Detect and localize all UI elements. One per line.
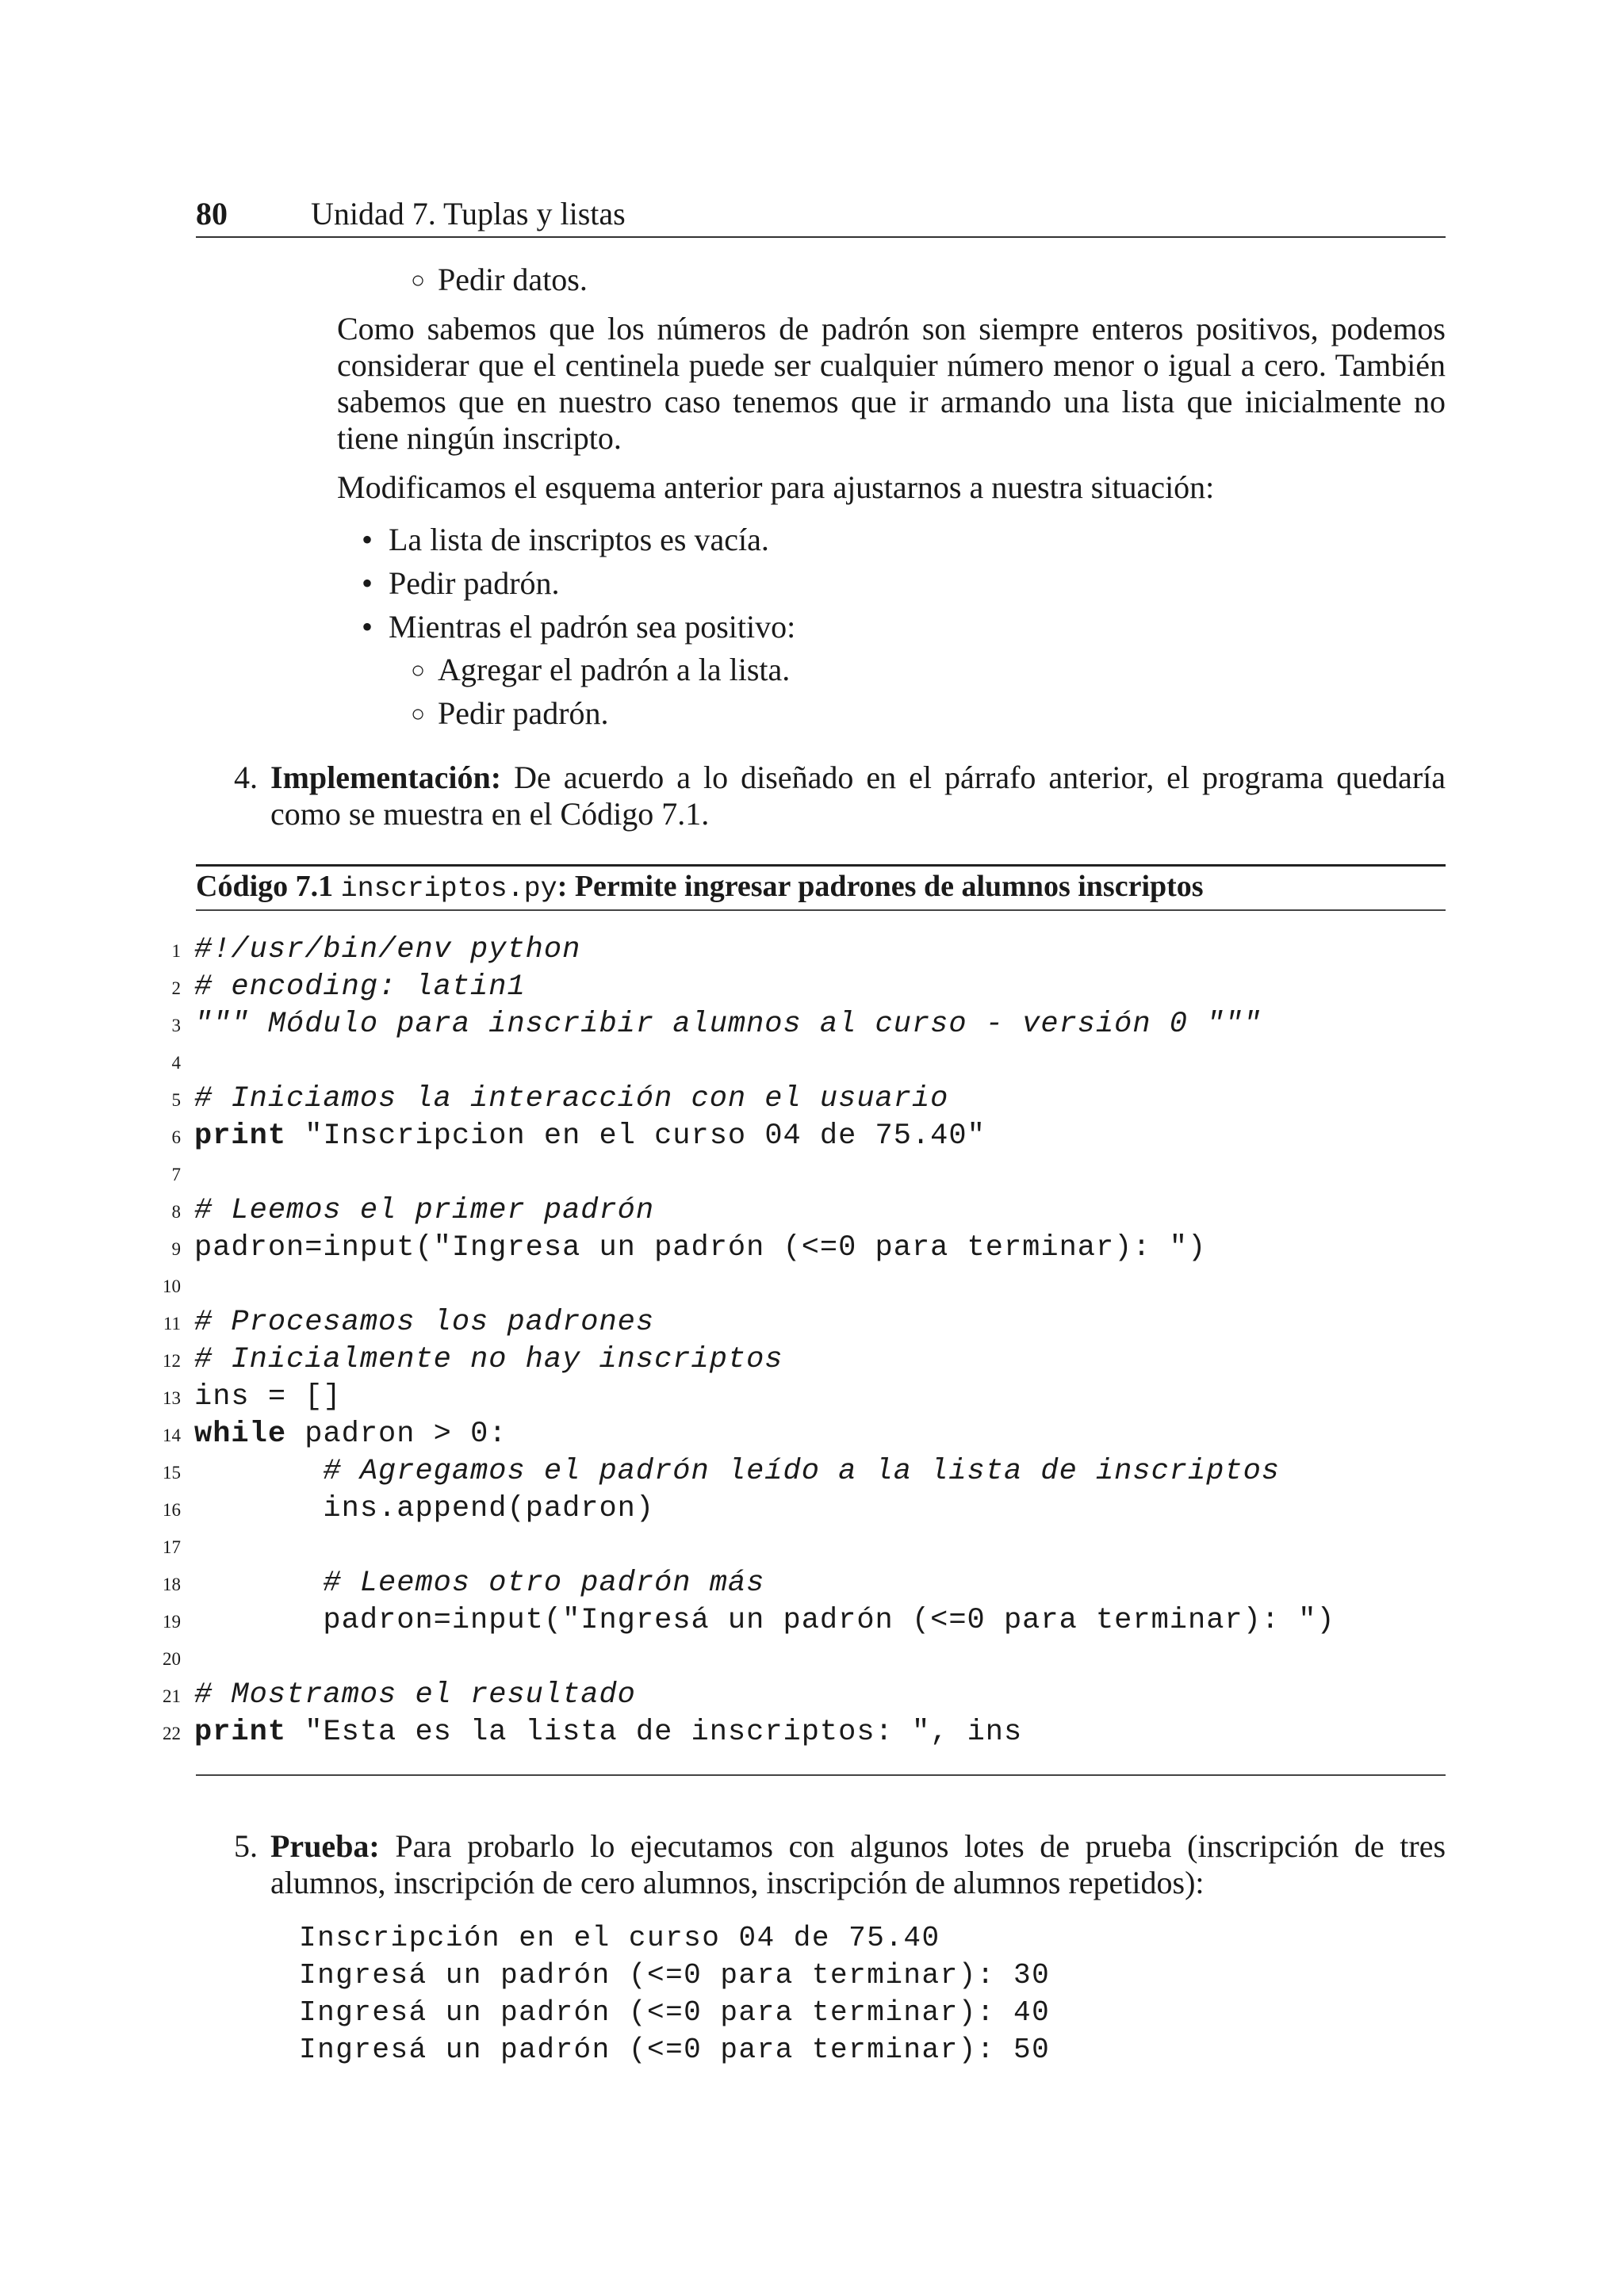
step-4-label: Implementación:	[270, 760, 502, 795]
line-number: 15	[163, 1463, 181, 1483]
sub-bullet-item	[411, 695, 609, 733]
line-number: 6	[171, 1127, 181, 1147]
bullet-item	[362, 522, 769, 558]
line-number: 10	[163, 1276, 181, 1296]
listing-caption-rule	[196, 909, 1446, 911]
step-5-label: Prueba:	[270, 1828, 380, 1864]
circle-bullet-icon: ○	[411, 657, 426, 683]
sub-bullet-item-text: Agregar el padrón a la lista.	[438, 652, 791, 687]
line-number: 1	[171, 941, 181, 961]
code-text	[194, 1416, 507, 1453]
code-content: ins = []	[194, 1380, 342, 1414]
bullet-item	[362, 565, 560, 602]
code-content: padron > 0:	[286, 1418, 508, 1451]
code-text	[194, 1714, 1022, 1751]
code-text	[194, 1341, 783, 1379]
code-keyword: while	[194, 1418, 287, 1451]
line-number: 2	[171, 978, 181, 998]
sub-bullet-item	[411, 652, 790, 689]
output-line: Ingresá un padrón (<=0 para terminar): 50	[299, 2034, 1051, 2066]
step-5-number: 5.	[234, 1828, 258, 1864]
line-number: 11	[163, 1314, 181, 1334]
code-content: "Esta es la lista de inscriptos: ", ins	[286, 1716, 1023, 1749]
code-text	[194, 932, 580, 969]
listing-caption	[196, 869, 1204, 905]
line-number: 9	[171, 1239, 181, 1259]
output-line: Inscripción en el curso 04 de 75.40	[299, 1922, 940, 1954]
sub-bullet-item-text: Pedir padrón.	[438, 695, 609, 731]
code-text	[194, 1081, 948, 1118]
step-4-text: De acuerdo a lo diseñado en el párrafo anterior, el programa quedaría como se muestra en el Código 7.1.	[270, 760, 1446, 832]
header-rule	[196, 236, 1446, 238]
line-number: 7	[171, 1165, 181, 1184]
code-content: # Leemos el primer padrón	[194, 1194, 655, 1227]
line-number: 19	[163, 1612, 181, 1632]
code-text	[194, 1304, 654, 1341]
code-text	[194, 1379, 342, 1416]
circle-bullet-icon: ○	[411, 267, 426, 293]
step-4-number: 4.	[234, 760, 258, 795]
line-number: 12	[163, 1351, 181, 1371]
code-content: #!/usr/bin/env python	[194, 933, 581, 966]
code-content: # encoding: latin1	[194, 970, 526, 1004]
bullet-item-text: Pedir padrón.	[389, 565, 560, 601]
code-text	[194, 1230, 1206, 1267]
code-text	[194, 1006, 1262, 1043]
listing-caption-label: Código 7.1	[196, 870, 334, 903]
bullet-icon: •	[362, 565, 373, 601]
line-number: 17	[163, 1537, 181, 1557]
line-number: 16	[163, 1500, 181, 1520]
listing-caption-text: : Permite ingresar padrones de alumnos inscriptos	[557, 870, 1204, 903]
code-text	[194, 1490, 654, 1528]
line-number: 3	[171, 1016, 181, 1035]
code-content: # Mostramos el resultado	[194, 1678, 636, 1712]
code-listing	[0, 932, 1624, 1764]
code-text	[194, 969, 526, 1006]
output-line: Ingresá un padrón (<=0 para terminar): 30	[299, 1959, 1051, 1992]
running-header-title: Unidad 7. Tuplas y listas	[311, 196, 626, 232]
code-text	[194, 1565, 764, 1602]
circle-bullet-icon: ○	[411, 701, 426, 727]
step-5-text: Para probarlo lo ejecutamos con algunos lotes de prueba (inscripción de tres alumnos, inscripción de cero alumnos, inscripción de alumnos repetidos):	[270, 1828, 1446, 1900]
code-text	[194, 1118, 986, 1155]
bullet-icon: •	[362, 522, 373, 557]
intro-paragraph: Como sabemos que los números de padrón son siempre enteros positivos, podemos considerar que el centinela puede ser cualquier número menor o igual a cero. También sabemos que en nuestro caso tenemos que ir armando una lista que inicialmente no tiene ningún inscripto.	[337, 311, 1446, 456]
page-number: 80	[196, 196, 228, 232]
code-text	[194, 1453, 1280, 1490]
line-number: 20	[163, 1649, 181, 1669]
bullet-item	[362, 609, 795, 645]
line-number: 5	[171, 1090, 181, 1110]
listing-caption-file: inscriptos.py	[340, 873, 557, 905]
line-number: 21	[163, 1686, 181, 1706]
step-4-paragraph	[270, 760, 1446, 832]
code-content: "Inscripcion en el curso 04 de 75.40"	[286, 1119, 986, 1153]
code-content: # Procesamos los padrones	[194, 1306, 655, 1339]
bullet-icon: •	[362, 609, 373, 645]
code-content: ins.append(padron)	[194, 1492, 655, 1525]
code-content: """ Módulo para inscribir alumnos al curso - versión 0 """	[194, 1008, 1262, 1041]
step-5-paragraph	[270, 1828, 1446, 1901]
line-number: 22	[163, 1724, 181, 1743]
output-line: Ingresá un padrón (<=0 para terminar): 40	[299, 1996, 1051, 2029]
code-content: # Leemos otro padrón más	[194, 1567, 765, 1600]
bullet-item-text: Mientras el padrón sea positivo:	[389, 609, 796, 645]
line-number: 13	[163, 1388, 181, 1408]
code-keyword: print	[194, 1119, 287, 1153]
code-content: # Inicialmente no hay inscriptos	[194, 1343, 783, 1376]
code-content: padron=input("Ingresá un padrón (<=0 para terminar): ")	[194, 1604, 1335, 1637]
line-number: 8	[171, 1202, 181, 1222]
code-text	[194, 1192, 654, 1230]
top-sub-item	[411, 262, 588, 299]
code-text	[194, 1677, 636, 1714]
bullet-item-text: La lista de inscriptos es vacía.	[389, 522, 769, 557]
top-sub-item-text: Pedir datos.	[438, 262, 588, 297]
listing-top-rule	[196, 864, 1446, 867]
code-content: padron=input("Ingresa un padrón (<=0 para terminar): ")	[194, 1231, 1207, 1265]
code-content: # Iniciamos la interacción con el usuario	[194, 1082, 949, 1115]
intro-paragraph-2: Modificamos el esquema anterior para ajustarnos a nuestra situación:	[337, 469, 1215, 505]
line-number: 14	[163, 1425, 181, 1445]
line-number: 4	[171, 1053, 181, 1073]
listing-bottom-rule	[196, 1774, 1446, 1776]
code-keyword: print	[194, 1716, 287, 1749]
code-text	[194, 1602, 1335, 1640]
line-number: 18	[163, 1575, 181, 1594]
code-content: # Agregamos el padrón leído a la lista de inscriptos	[194, 1455, 1281, 1488]
